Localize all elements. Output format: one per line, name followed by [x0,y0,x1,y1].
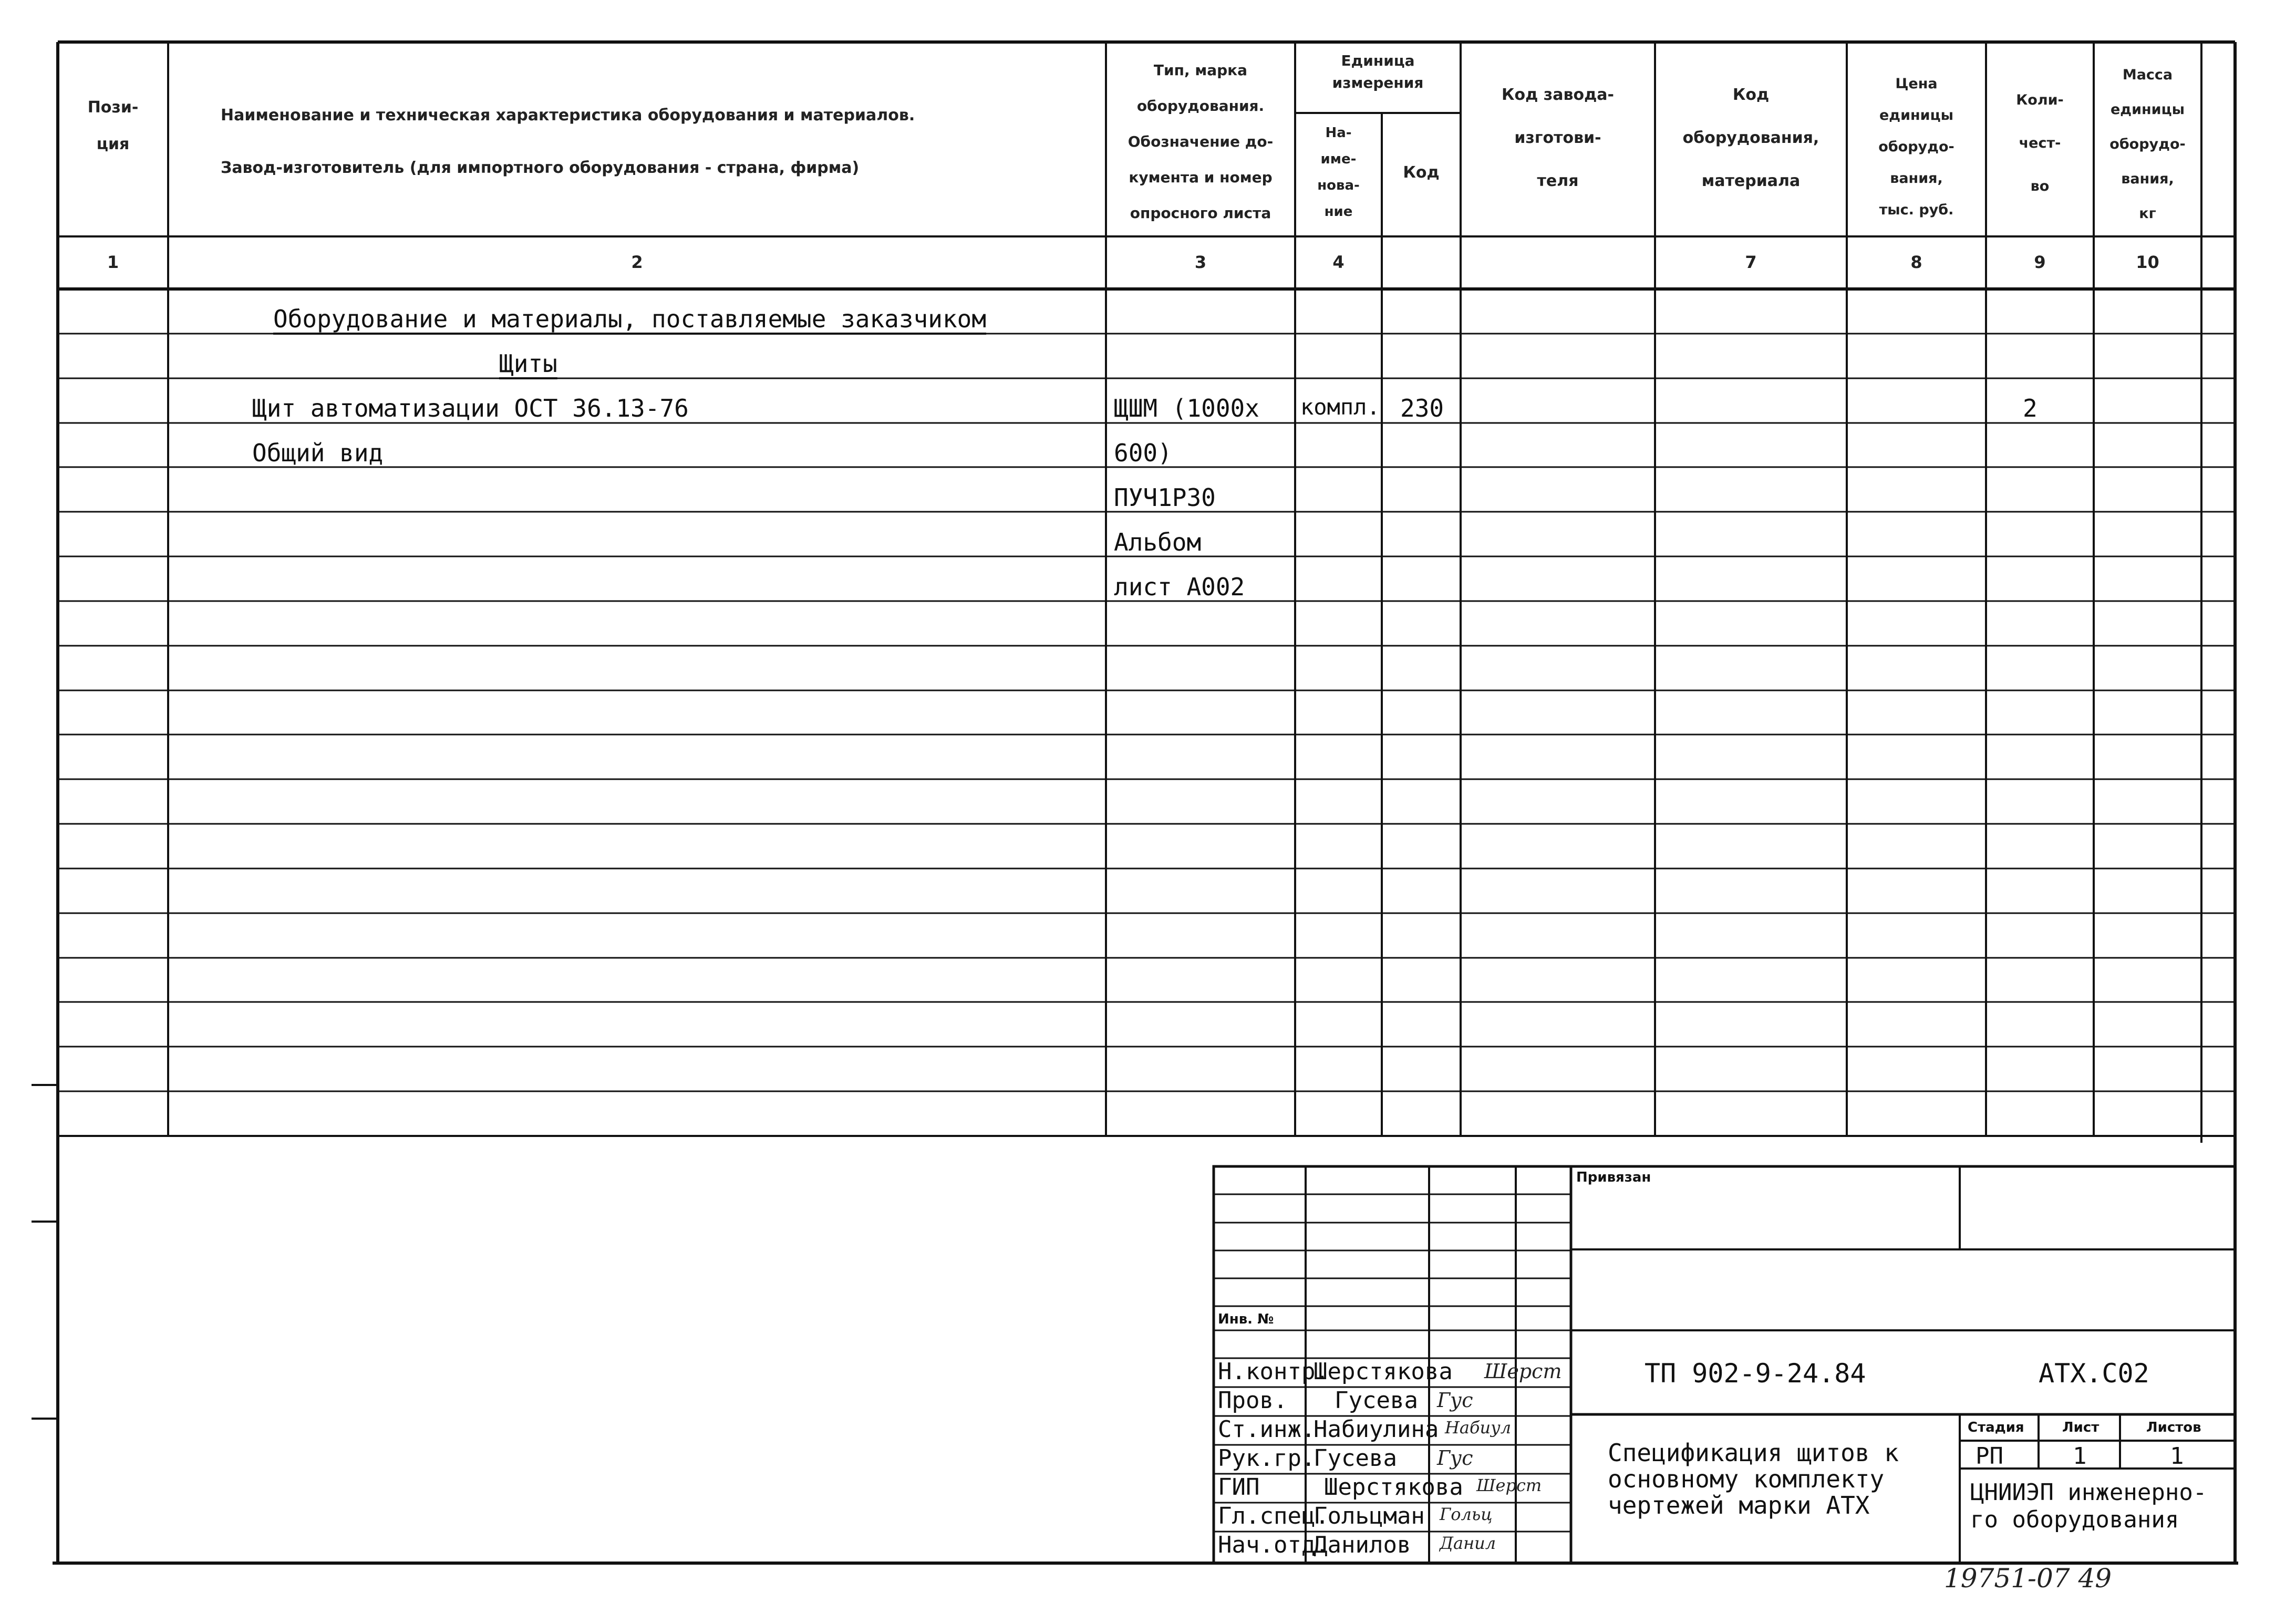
role-label: Н.контр. [1218,1358,1329,1385]
signature: Данил [1440,1533,1496,1553]
column-number: 10 [2136,252,2159,272]
role-label: Ст.инж. [1218,1416,1316,1443]
document-mark: АТХ.С02 [2039,1358,2149,1389]
signature: Гольц [1440,1504,1493,1524]
header-position: Пози- ция [87,98,139,153]
sheets-value: 1 [2170,1443,2184,1470]
sheet-label: Лист [2062,1420,2100,1435]
column-number: 8 [1910,252,1922,272]
item-type-line2: 600) [1114,439,1172,467]
role-label: Гл.спец. [1218,1503,1329,1529]
signature: Набиул [1445,1418,1512,1438]
role-name: Шерстякова [1324,1474,1463,1501]
role-name: Гусева [1314,1445,1397,1472]
item-unit-code: 230 [1400,394,1444,422]
role-label: Нач.отд. [1218,1532,1329,1558]
role-name: Набиулина [1314,1416,1439,1443]
section-title-supplied: Оборудование и материалы, поставляемые заказчиком [273,305,987,333]
header-type: Тип, марка оборудования. Обозначение до- кумента и номер опросного листа [1128,61,1274,222]
header-price: Цена единицы оборудо- вания, тыс. руб. [1878,76,1954,218]
item-type: ЩШМ (1000х [1114,394,1259,422]
inventory-number-label: Инв. № [1218,1311,1274,1327]
handwritten-archive-number: 19751-07 49 [1944,1563,2112,1594]
role-label: Пров. [1218,1387,1288,1414]
column-number: 1 [107,252,119,272]
document-number: ТП 902-9-24.84 [1645,1358,1866,1389]
header-factory-code: Код завода- изготови- теля [1502,86,1614,190]
document-title: Спецификация щитов к основному комплекту чертежей марки АТХ [1608,1439,1899,1519]
privyazan-label: Привязан [1576,1170,1651,1185]
organization: ЦНИИЭП инженерно- го оборудования [1970,1479,2207,1533]
header-unit-name: На- име- нова- ние [1317,125,1360,220]
role-label: ГИП [1218,1474,1260,1501]
role-name: Гольцман [1314,1503,1425,1529]
item-name: Щит автоматизации ОСТ 36.13-76 [252,394,689,422]
sheet-value: 1 [2073,1443,2087,1470]
role-label: Рук.гр. [1218,1445,1316,1472]
header-unit: Единица измерения [1332,52,1424,91]
signature: Гус [1437,1389,1473,1412]
item-type-line3: ПУЧ1Р30 [1114,483,1216,512]
role-name: Данилов [1314,1532,1411,1558]
role-name: Шерстякова [1314,1358,1453,1385]
signature: Шерст [1484,1360,1562,1383]
item-unit: компл. [1300,394,1380,420]
item-quantity: 2 [2023,394,2038,422]
item-type-line5: лист А002 [1114,573,1245,601]
item-type-line4: Альбом [1114,528,1202,556]
header-unit-code: Код [1403,163,1440,182]
section-subtitle-panels: Щиты [499,349,557,378]
role-name: Гусева [1335,1387,1418,1414]
stage-label: Стадия [1968,1420,2024,1435]
header-quantity: Коли- чест- во [2016,92,2064,194]
header-equipment-code: Код оборудования, материала [1682,86,1819,190]
item-name-line2: Общий вид [252,439,384,467]
header-mass: Масса единицы оборудо- вания, кг [2109,67,2186,222]
column-number: 9 [2034,252,2046,272]
column-number: 2 [631,252,643,272]
column-number: 7 [1745,252,1757,272]
stage-value: РП [1976,1443,2003,1470]
signature: Шерст [1476,1475,1542,1495]
column-number: 3 [1194,252,1207,272]
sheets-label: Листов [2146,1420,2201,1435]
signature: Гус [1437,1446,1473,1470]
header-name: Наименование и техническая характеристика оборудования и материалов. Завод-изготовитель (для импортного оборудования - страна, фирма) [221,106,915,177]
column-number: 4 [1332,252,1344,272]
